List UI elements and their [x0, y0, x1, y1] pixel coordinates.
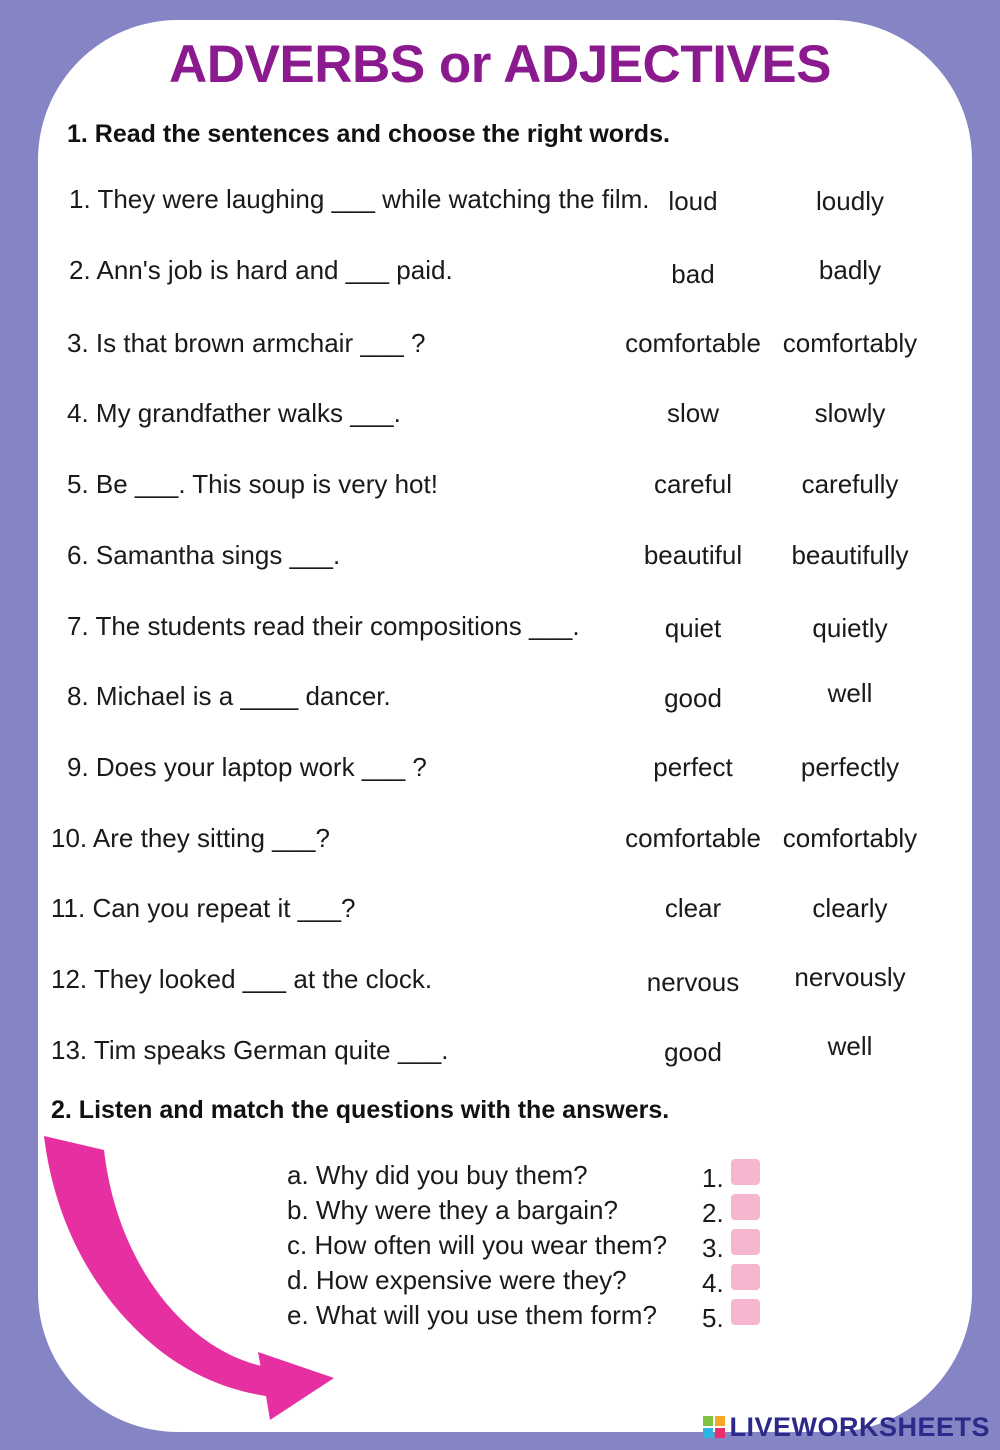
- adverb-option[interactable]: well: [827, 678, 873, 708]
- match-question: a. Why did you buy them?: [287, 1160, 588, 1190]
- sentence-text: 5. Be ___. This soup is very hot!: [67, 469, 438, 499]
- curved-arrow-icon: [0, 1120, 360, 1440]
- exercise-row: [0, 678, 1000, 721]
- adverb-option[interactable]: badly: [818, 255, 882, 285]
- answer-number: 5.: [702, 1303, 724, 1333]
- exercise-row: [0, 823, 1000, 863]
- adverb-option[interactable]: quietly: [812, 613, 888, 643]
- adjective-option[interactable]: careful: [653, 469, 733, 499]
- answer-number: 1.: [702, 1163, 724, 1193]
- adverb-option[interactable]: slowly: [814, 398, 886, 428]
- exercise-row: [0, 1031, 1000, 1075]
- sentence-text: 10. Are they sitting ___?: [51, 823, 330, 853]
- exercise-row: [0, 469, 1000, 509]
- exercise-row: [0, 752, 1000, 792]
- section1-heading: 1. Read the sentences and choose the right words.: [67, 120, 670, 148]
- adjective-option[interactable]: loud: [668, 186, 718, 216]
- adjective-option[interactable]: good: [664, 1037, 722, 1067]
- sentence-text: 4. My grandfather walks ___.: [67, 398, 401, 428]
- sentence-text: 13. Tim speaks German quite ___.: [51, 1035, 449, 1065]
- answer-number: 2.: [702, 1198, 724, 1228]
- answer-input-box[interactable]: [731, 1229, 760, 1255]
- answer-input-box[interactable]: [731, 1194, 760, 1220]
- sentence-text: 2. Ann's job is hard and ___ paid.: [69, 255, 453, 285]
- exercise-row: [0, 328, 1000, 368]
- adjective-option[interactable]: comfortable: [625, 823, 761, 853]
- sentence-text: 12. They looked ___ at the clock.: [51, 964, 433, 994]
- exercise-row: [0, 540, 1000, 580]
- page-title: ADVERBS or ADJECTIVES: [169, 35, 831, 94]
- match-question: d. How expensive were they?: [287, 1265, 627, 1295]
- adverb-option[interactable]: clearly: [812, 893, 888, 923]
- match-question: b. Why were they a bargain?: [287, 1195, 618, 1225]
- adjective-option[interactable]: perfect: [653, 752, 733, 782]
- adjective-option[interactable]: nervous: [646, 967, 740, 997]
- answer-input-box[interactable]: [731, 1264, 760, 1290]
- sentence-text: 8. Michael is a ____ dancer.: [67, 681, 391, 711]
- sentence-text: 11. Can you repeat it ___?: [51, 893, 356, 923]
- adjective-option[interactable]: clear: [664, 893, 722, 923]
- answer-input-box[interactable]: [731, 1299, 760, 1325]
- exercise-row: [0, 255, 1000, 295]
- adverb-option[interactable]: perfectly: [800, 752, 900, 782]
- exercise-row: [0, 893, 1000, 933]
- adjective-option[interactable]: bad: [671, 259, 715, 289]
- exercise-row: [0, 611, 1000, 651]
- adverb-option[interactable]: beautifully: [791, 540, 909, 570]
- exercise-row: [0, 398, 1000, 438]
- section2-heading: 2. Listen and match the questions with the answers.: [51, 1096, 670, 1124]
- exercise-row: [0, 184, 1000, 224]
- adverb-option[interactable]: well: [827, 1031, 873, 1061]
- adjective-option[interactable]: quiet: [664, 613, 722, 643]
- adjective-option[interactable]: good: [664, 683, 722, 713]
- match-question: e. What will you use them form?: [287, 1300, 657, 1330]
- adverb-option[interactable]: comfortably: [782, 328, 918, 358]
- sentence-text: 7. The students read their compositions ___.: [67, 611, 580, 641]
- adjective-option[interactable]: slow: [666, 398, 720, 428]
- logo-icon: [703, 1416, 725, 1438]
- sentence-text: 6. Samantha sings ___.: [67, 540, 341, 570]
- adverb-option[interactable]: loudly: [816, 186, 884, 216]
- sentence-text: 3. Is that brown armchair ___ ?: [67, 328, 426, 358]
- exercise-row: [0, 964, 1000, 1004]
- answer-input-box[interactable]: [731, 1159, 760, 1185]
- sentence-text: 1. They were laughing ___ while watching the film.: [69, 184, 650, 214]
- adjective-option[interactable]: comfortable: [625, 328, 761, 358]
- adverb-option[interactable]: carefully: [801, 469, 899, 499]
- sentence-text: 9. Does your laptop work ___ ?: [67, 752, 427, 782]
- logo-text: LIVEWORKSHEETS: [729, 1411, 990, 1442]
- adverb-option[interactable]: nervously: [794, 962, 906, 992]
- adverb-option[interactable]: comfortably: [782, 823, 918, 853]
- match-question: c. How often will you wear them?: [287, 1230, 668, 1260]
- liveworksheets-logo: [703, 1412, 990, 1442]
- answer-number: 3.: [702, 1233, 724, 1263]
- answer-number: 4.: [702, 1268, 724, 1298]
- adjective-option[interactable]: beautiful: [643, 540, 743, 570]
